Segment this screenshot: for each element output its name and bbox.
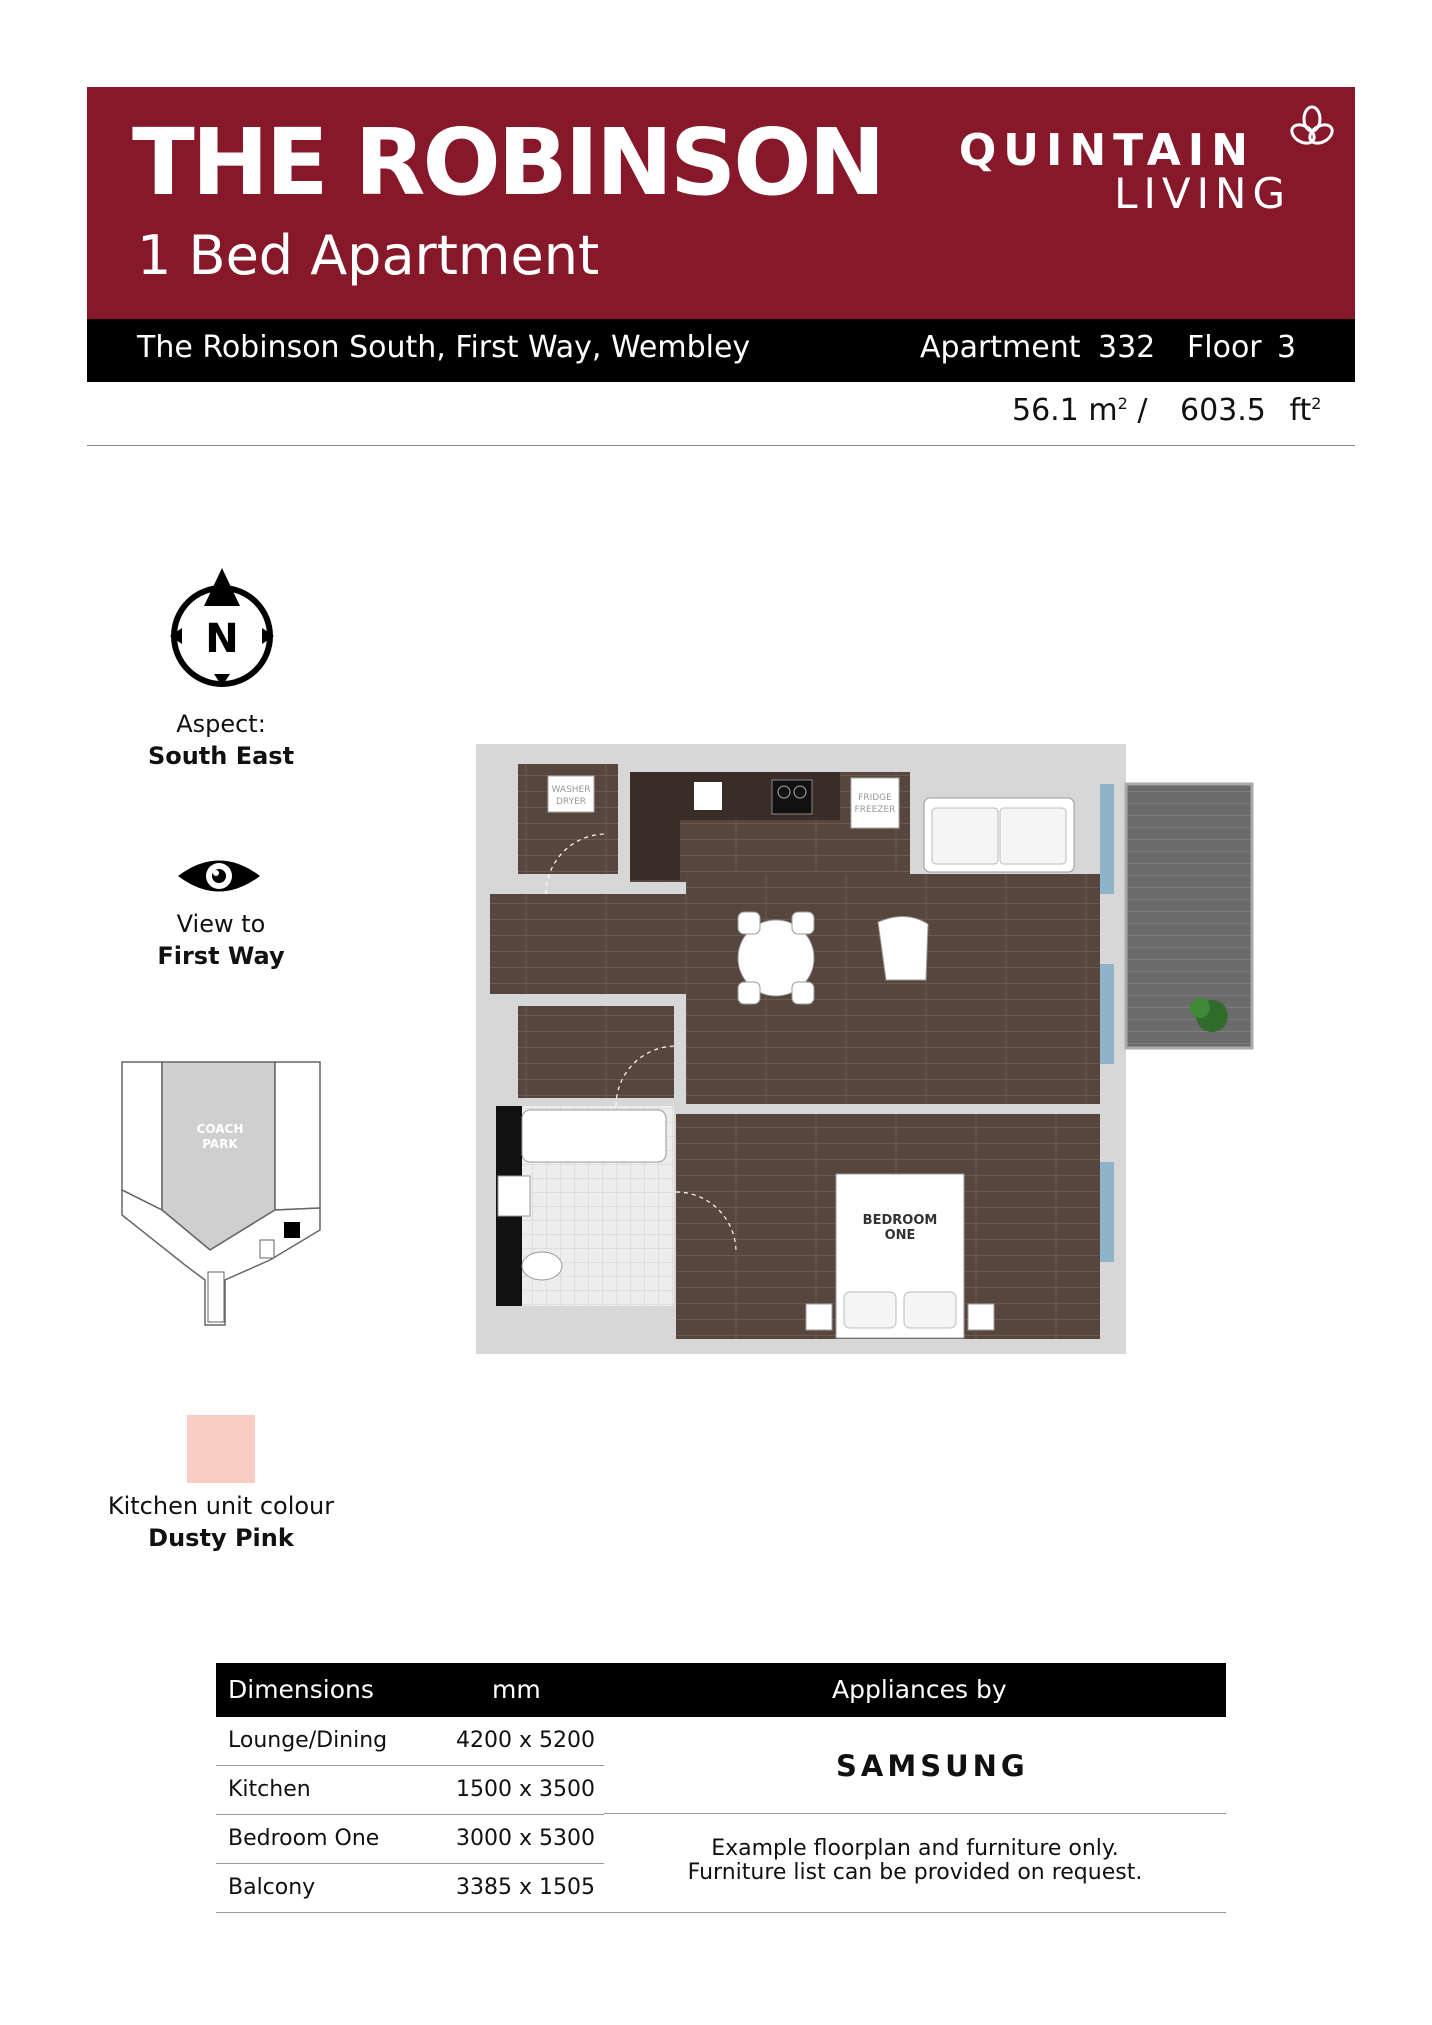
area-sqft-exponent: 2 xyxy=(1311,394,1322,413)
bedroom-label-line2: ONE xyxy=(884,1228,916,1243)
room-name: Bedroom One xyxy=(228,1826,380,1851)
view-value: First Way xyxy=(157,942,285,971)
room-name: Lounge/Dining xyxy=(228,1728,388,1753)
floor-plan xyxy=(476,744,1266,1364)
dimensions-header-unit: mm xyxy=(492,1675,541,1704)
samsung-logo: SAMSUNG xyxy=(836,1749,1029,1783)
area-sqm-exponent: 2 xyxy=(1117,394,1128,413)
washer-label-line2: DRYER xyxy=(555,797,587,807)
apartment-number: 332 xyxy=(1098,330,1156,365)
fridge-label-line2: FREEZER xyxy=(854,805,896,815)
header-banner xyxy=(87,87,1355,319)
table-row xyxy=(216,1766,604,1815)
kitchen-colour-label: Kitchen unit colour xyxy=(107,1492,335,1520)
logo-text-living: LIVING xyxy=(1114,169,1291,218)
aspect-value: South East xyxy=(147,742,295,771)
siteplan-label-line2: PARK xyxy=(202,1137,238,1151)
info-bar xyxy=(87,319,1355,382)
area-sqft xyxy=(1180,393,1322,428)
fridge-label-line1: FRIDGE xyxy=(858,793,892,803)
table-row xyxy=(216,1864,604,1913)
compass-letter: N xyxy=(205,616,239,662)
note-line-2: Furniture list can be provided on request. xyxy=(687,1860,1143,1885)
logo-text-quintain: QUINTAIN xyxy=(958,125,1255,176)
page-title: THE ROBINSON xyxy=(132,109,883,216)
table-row xyxy=(216,1717,604,1766)
area-sqm-unit: m xyxy=(1088,393,1118,428)
eye-icon xyxy=(176,853,262,899)
washer-label-line1: WASHER xyxy=(551,785,591,795)
room-size: 3385 x 1505 xyxy=(456,1875,595,1900)
bedroom-label-line1: BEDROOM xyxy=(862,1213,938,1228)
room-name: Balcony xyxy=(228,1875,316,1900)
siteplan-label-line1: COACH xyxy=(196,1122,244,1136)
floor-number: 3 xyxy=(1277,330,1297,365)
table-row xyxy=(216,1815,604,1864)
view-label: View to xyxy=(176,910,266,938)
site-plan xyxy=(120,1060,330,1330)
area-sqft-value: 603.5 xyxy=(1180,393,1266,428)
view-block xyxy=(71,908,371,973)
appliances-divider xyxy=(604,1813,1226,1814)
table-bottom-rule xyxy=(604,1912,1226,1913)
page-subtitle: 1 Bed Apartment xyxy=(137,224,600,287)
note-line-1: Example floorplan and furniture only. xyxy=(711,1836,1119,1861)
area-sqm xyxy=(1012,393,1148,428)
floor-label: Floor xyxy=(1187,330,1262,365)
apartment-label: Apartment xyxy=(920,330,1081,365)
kitchen-colour-swatch xyxy=(187,1415,255,1483)
compass-icon xyxy=(164,566,280,692)
area-separator: / xyxy=(1137,393,1148,428)
dimensions-header xyxy=(216,1663,1226,1717)
kitchen-colour-block xyxy=(71,1490,371,1555)
aspect-label: Aspect: xyxy=(176,710,266,738)
room-size: 1500 x 3500 xyxy=(456,1777,595,1802)
header-divider xyxy=(87,445,1355,446)
aspect-block xyxy=(71,708,371,773)
room-size: 4200 x 5200 xyxy=(456,1728,595,1753)
area-sqm-value: 56.1 xyxy=(1012,393,1079,428)
room-name: Kitchen xyxy=(228,1777,311,1802)
quintain-logo-icon xyxy=(1289,105,1335,151)
room-size: 3000 x 5300 xyxy=(456,1826,595,1851)
address: The Robinson South, First Way, Wembley xyxy=(137,330,751,365)
kitchen-colour-value: Dusty Pink xyxy=(148,1524,294,1553)
area-sqft-unit: ft xyxy=(1289,393,1312,428)
appliances-header: Appliances by xyxy=(832,1675,1007,1704)
dimensions-header-label: Dimensions xyxy=(228,1675,374,1704)
